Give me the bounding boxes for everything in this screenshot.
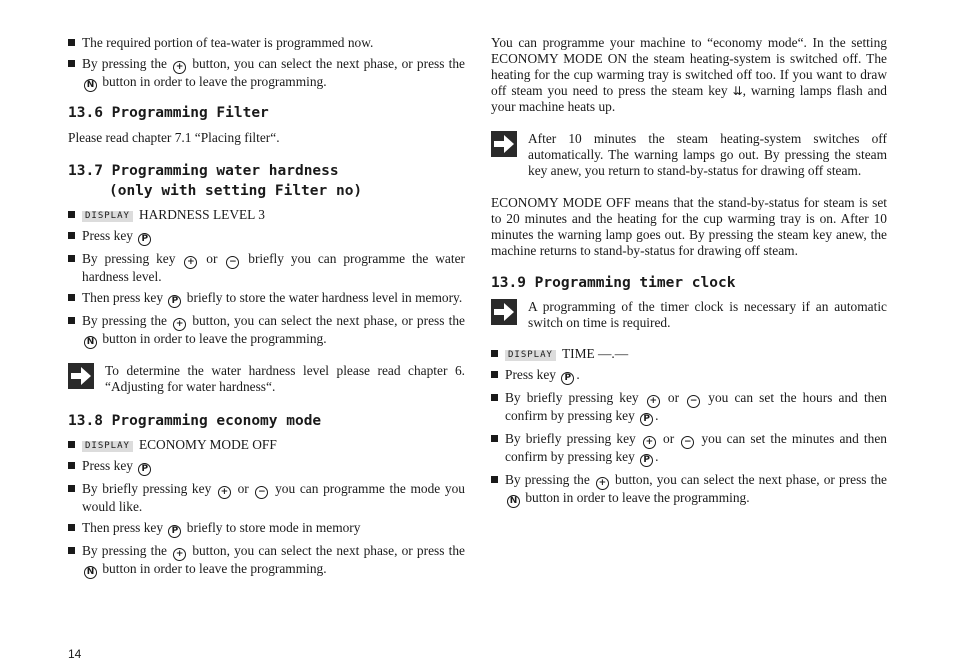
list-item: Then press key P briefly to store the water hardness level in memory. <box>68 290 465 308</box>
n-key-icon: N <box>84 336 97 349</box>
bullet <box>68 547 75 554</box>
n-key-icon: N <box>84 566 97 579</box>
bullet <box>491 371 498 378</box>
plus-key-icon: + <box>173 318 186 331</box>
plus-key-icon: + <box>184 256 197 269</box>
plus-key-icon: + <box>643 436 656 449</box>
list-item: DISPLAY HARDNESS LEVEL 3 <box>68 207 465 223</box>
display-icon: DISPLAY <box>82 441 133 452</box>
p-key-icon: P <box>168 525 181 538</box>
list-item: By pressing the + button, you can select the next phase, or press the N button in order to leave the programming. <box>68 543 465 579</box>
list-item: By pressing the + button, you can select the next phase, or press the N button in order to leave the programming. <box>68 56 465 92</box>
list-item: By briefly pressing key + or − you can programme the mode you would like. <box>68 481 465 515</box>
arrow-right-icon <box>491 131 517 157</box>
list-item: By pressing the + button, you can select the next phase, or press the N button in order to leave the programming. <box>68 313 465 349</box>
n-key-icon: N <box>84 79 97 92</box>
section-13-8-list <box>68 437 465 579</box>
plus-key-icon: + <box>218 486 231 499</box>
steam-key-icon: ⇊ <box>732 84 743 98</box>
n-key-icon: N <box>507 495 520 508</box>
bullet <box>68 39 75 46</box>
minus-key-icon: − <box>681 436 694 449</box>
bullet <box>68 294 75 301</box>
bullet <box>491 394 498 401</box>
section-13-9-heading: 13.9 Programming timer clock <box>491 275 736 291</box>
minus-key-icon: − <box>255 486 268 499</box>
note-water-hardness: To determine the water hardness level please read chapter 6. “Adjusting for water hardness“. <box>68 363 465 395</box>
section-13-7-heading: 13.7 Programming water hardness (only with setting Filter no) <box>68 163 363 199</box>
plus-key-icon: + <box>173 548 186 561</box>
p-key-icon: P <box>138 463 151 476</box>
list-item: By briefly pressing key + or − you can set the minutes and then confirm by pressing key P . <box>491 431 887 467</box>
section-13-9-list <box>491 346 887 508</box>
section-13-6-heading: 13.6 Programming Filter <box>68 105 269 121</box>
bullet <box>491 476 498 483</box>
list-item: DISPLAY TIME —.— <box>491 346 887 362</box>
section-13-6-text: Please read chapter 7.1 “Placing filter“. <box>68 130 280 145</box>
display-icon: DISPLAY <box>505 350 556 361</box>
bullet <box>491 350 498 357</box>
bullet <box>68 485 75 492</box>
right-column <box>491 35 887 513</box>
list-item: By pressing key + or − briefly you can programme the water hardness level. <box>68 251 465 285</box>
p-key-icon: P <box>168 295 181 308</box>
bullet <box>68 60 75 67</box>
display-icon: DISPLAY <box>82 211 133 222</box>
list-item: The required portion of tea-water is programmed now. <box>68 35 465 51</box>
list-item: DISPLAY ECONOMY MODE OFF <box>68 437 465 453</box>
arrow-right-icon <box>491 299 517 325</box>
bullet <box>68 232 75 239</box>
p-key-icon: P <box>561 372 574 385</box>
bullet <box>491 435 498 442</box>
bullet <box>68 255 75 262</box>
list-item: Then press key P briefly to store mode in memory <box>68 520 465 538</box>
bullet <box>68 524 75 531</box>
minus-key-icon: − <box>687 395 700 408</box>
economy-mode-off-paragraph: ECONOMY MODE OFF means that the stand-by-status for steam is set to 20 minutes and the heating for the cup warming tray is on. After 10 minutes the warning lamp goes out. By pressing the steam key anew, the machine returns to stand-by-status for drawing off steam. <box>491 195 887 258</box>
bullet <box>68 462 75 469</box>
economy-mode-paragraph: You can programme your machine to “economy mode“. In the setting ECONOMY MODE ON the steam heating-system is switched off. The heating for the cup warming tray is switched off too. If you want to draw off steam you need to press the steam key ⇊, warning lamps flash and your machine heats up. <box>491 35 887 114</box>
p-key-icon: P <box>640 413 653 426</box>
plus-key-icon: + <box>173 61 186 74</box>
minus-key-icon: − <box>226 256 239 269</box>
intro-list <box>68 35 465 92</box>
plus-key-icon: + <box>647 395 660 408</box>
section-13-8-heading: 13.8 Programming economy mode <box>68 413 322 429</box>
note-steam-auto-off: After 10 minutes the steam heating-system switches off automatically. The warning lamps go out. By pressing the steam key anew, you return to stand-by-status for drawing off steam. <box>491 131 887 179</box>
p-key-icon: P <box>640 454 653 467</box>
note-timer-clock: A programming of the timer clock is necessary if an automatic switch on time is required. <box>491 299 887 331</box>
bullet <box>68 317 75 324</box>
plus-key-icon: + <box>596 477 609 490</box>
bullet <box>68 211 75 218</box>
bullet <box>68 441 75 448</box>
page-number: 14 <box>68 647 82 661</box>
list-item: By pressing the + button, you can select the next phase, or press the N button in order to leave the programming. <box>491 472 887 508</box>
arrow-right-icon <box>68 363 94 389</box>
list-item: Press key P . <box>491 367 887 385</box>
left-column <box>68 35 465 584</box>
list-item: Press key P <box>68 458 465 476</box>
list-item: Press key P <box>68 228 465 246</box>
p-key-icon: P <box>138 233 151 246</box>
section-13-7-list <box>68 207 465 349</box>
list-item: By briefly pressing key + or − you can set the hours and then confirm by pressing key P . <box>491 390 887 426</box>
